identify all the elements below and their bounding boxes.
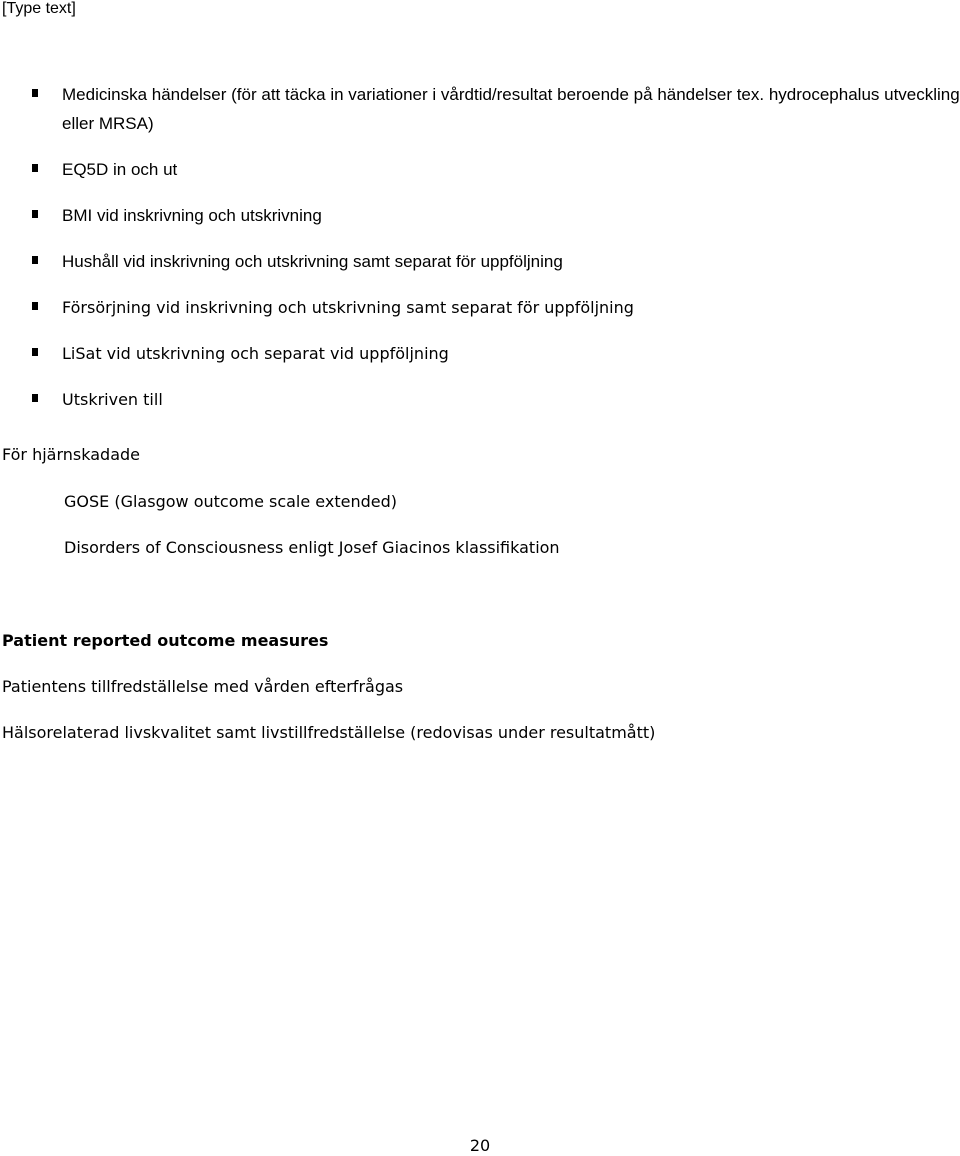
square-bullet-icon [32,89,38,97]
list-item [0,155,960,184]
bullet-list [0,80,960,431]
list-item-text: BMI vid inskrivning och utskrivning [62,206,322,225]
square-bullet-icon [32,348,38,356]
square-bullet-icon [32,256,38,264]
list-item-text: EQ5D in och ut [62,160,178,179]
square-bullet-icon [32,394,38,402]
page-number: 20 [469,1136,491,1155]
list-item-text: Medicinska händelser (för att täcka in variationer i vårdtid/resultat beroende på händelser tex. hydrocephalus utveckling eller MRSA) [62,85,960,133]
list-item [0,201,960,230]
brain-injured-heading: För hjärnskadade [2,445,140,464]
brain-injured-item-gose: GOSE (Glasgow outcome scale extended) [64,492,397,511]
brain-injured-item-doc: Disorders of Consciousness enligt Josef Giacinos klassifikation [64,538,560,557]
list-item [0,80,960,138]
prom-line-satisfaction: Patientens tillfredställelse med vården efterfrågas [2,677,404,696]
list-item-text: Försörjning vid inskrivning och utskrivning samt separat för uppföljning [62,298,634,317]
list-item [0,385,960,414]
square-bullet-icon [32,164,38,172]
prom-line-quality-of-life: Hälsorelaterad livskvalitet samt livstillfredställelse (redovisas under resultatmått) [2,723,656,742]
list-item [0,293,960,322]
list-item-text: Hushåll vid inskrivning och utskrivning samt separat för uppföljning [62,252,563,271]
list-item-text: LiSat vid utskrivning och separat vid uppföljning [62,344,449,363]
prom-heading: Patient reported outcome measures [2,631,329,650]
square-bullet-icon [32,210,38,218]
header-placeholder-text: [Type text] [2,0,76,17]
list-item [0,339,960,368]
list-item-text: Utskriven till [62,390,163,409]
square-bullet-icon [32,302,38,310]
list-item [0,247,960,276]
